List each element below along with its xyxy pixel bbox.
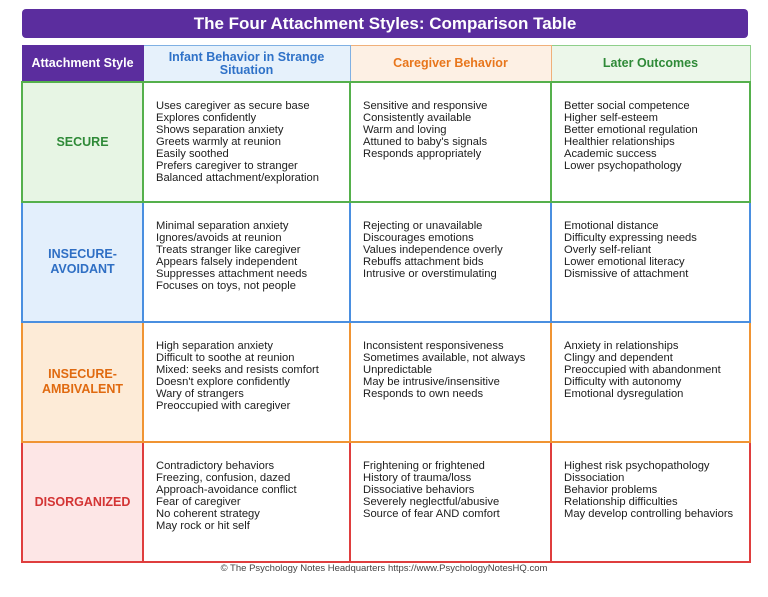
list-item: Minimal separation anxiety bbox=[156, 220, 289, 232]
list-item: Explores confidently bbox=[156, 112, 257, 124]
list-item: Preoccupied with abandonment bbox=[564, 364, 721, 376]
list-item: Academic success bbox=[564, 148, 657, 160]
list-item: Doesn't explore confidently bbox=[156, 376, 290, 388]
list-item: Difficult to soothe at reunion bbox=[156, 352, 295, 364]
list-item: Freezing, confusion, dazed bbox=[156, 472, 291, 484]
outcomes-cell bbox=[551, 202, 750, 322]
list-item: Difficulty expressing needs bbox=[564, 232, 697, 244]
list-item: Values independence overly bbox=[363, 244, 503, 256]
table-row bbox=[22, 202, 750, 322]
caregiver-cell bbox=[350, 202, 551, 322]
caregiver-list bbox=[351, 203, 550, 280]
list-item: Shows separation anxiety bbox=[156, 124, 284, 136]
outcomes-list bbox=[552, 203, 749, 280]
outcomes-cell bbox=[551, 322, 750, 442]
list-item: Sensitive and responsive bbox=[363, 100, 488, 112]
list-item: Balanced attachment/exploration bbox=[156, 172, 319, 184]
table-row bbox=[22, 322, 750, 442]
header-caregiver-behavior: Caregiver Behavior bbox=[350, 46, 551, 83]
list-item: Warm and loving bbox=[363, 124, 447, 136]
list-item: Treats stranger like caregiver bbox=[156, 244, 301, 256]
list-item: Dissociation bbox=[564, 472, 625, 484]
list-item: Source of fear AND comfort bbox=[363, 508, 500, 520]
attachment-style-label: SECURE bbox=[22, 82, 143, 202]
list-item: Rebuffs attachment bids bbox=[363, 256, 484, 268]
list-item: Inconsistent responsiveness bbox=[363, 340, 504, 352]
list-item: Dissociative behaviors bbox=[363, 484, 475, 496]
list-item: Mixed: seeks and resists comfort bbox=[156, 364, 319, 376]
list-item: Lower psychopathology bbox=[564, 160, 682, 172]
caregiver-list bbox=[351, 443, 550, 520]
list-item: May develop controlling behaviors bbox=[564, 508, 734, 520]
copyright-footer: © The Psychology Notes Headquarters https://www.PsychologyNotesHQ.com bbox=[220, 563, 548, 574]
list-item: Ignores/avoids at reunion bbox=[156, 232, 282, 244]
comparison-table bbox=[21, 45, 751, 563]
list-item: Sometimes available, not always bbox=[363, 352, 526, 364]
list-item: Consistently available bbox=[363, 112, 472, 124]
list-item: Difficulty with autonomy bbox=[564, 376, 682, 388]
attachment-style-label: INSECURE-AMBIVALENT bbox=[22, 322, 143, 442]
outcomes-list bbox=[552, 83, 749, 172]
caregiver-list bbox=[351, 83, 550, 160]
list-item: Suppresses attachment needs bbox=[156, 268, 308, 280]
caregiver-cell bbox=[350, 322, 551, 442]
list-item: Preoccupied with caregiver bbox=[156, 400, 291, 412]
list-item: Highest risk psychopathology bbox=[564, 460, 710, 472]
list-item: Overly self-reliant bbox=[564, 244, 652, 256]
caregiver-cell bbox=[350, 82, 551, 202]
header-attachment-style: Attachment Style bbox=[22, 46, 143, 83]
infant-cell bbox=[143, 202, 350, 322]
list-item: Fear of caregiver bbox=[156, 496, 241, 508]
header-later-outcomes: Later Outcomes bbox=[551, 46, 750, 83]
list-item: Higher self-esteem bbox=[564, 112, 658, 124]
list-item: Responds appropriately bbox=[363, 148, 482, 160]
outcomes-list bbox=[552, 443, 749, 520]
list-item: Greets warmly at reunion bbox=[156, 136, 281, 148]
list-item: Frightening or frightened bbox=[363, 460, 485, 472]
list-item: High separation anxiety bbox=[156, 340, 273, 352]
list-item: Focuses on toys, not people bbox=[156, 280, 296, 292]
attachment-style-label: DISORGANIZED bbox=[22, 442, 143, 562]
infant-cell bbox=[143, 442, 350, 562]
list-item: No coherent strategy bbox=[156, 508, 260, 520]
page-title: The Four Attachment Styles: Comparison Table bbox=[22, 9, 748, 38]
list-item: Prefers caregiver to stranger bbox=[156, 160, 298, 172]
list-item: Intrusive or overstimulating bbox=[363, 268, 497, 280]
table-row bbox=[22, 82, 750, 202]
list-item: Clingy and dependent bbox=[564, 352, 673, 364]
outcomes-cell bbox=[551, 82, 750, 202]
list-item: Emotional distance bbox=[564, 220, 659, 232]
list-item: Responds to own needs bbox=[363, 388, 484, 400]
list-item: Emotional dysregulation bbox=[564, 388, 684, 400]
list-item: Attuned to baby's signals bbox=[363, 136, 488, 148]
list-item: Unpredictable bbox=[363, 364, 433, 376]
list-item: Better emotional regulation bbox=[564, 124, 698, 136]
attachment-style-label: INSECURE-AVOIDANT bbox=[22, 202, 143, 322]
list-item: Behavior problems bbox=[564, 484, 658, 496]
list-item: Approach-avoidance conflict bbox=[156, 484, 297, 496]
list-item: Healthier relationships bbox=[564, 136, 675, 148]
header-row bbox=[22, 46, 750, 83]
list-item: Appears falsely independent bbox=[156, 256, 298, 268]
list-item: Dismissive of attachment bbox=[564, 268, 689, 280]
list-item: Contradictory behaviors bbox=[156, 460, 275, 472]
infant-list bbox=[144, 323, 349, 412]
outcomes-cell bbox=[551, 442, 750, 562]
list-item: Easily soothed bbox=[156, 148, 229, 160]
list-item: Relationship difficulties bbox=[564, 496, 678, 508]
list-item: Anxiety in relationships bbox=[564, 340, 679, 352]
table-row bbox=[22, 442, 750, 562]
infant-list bbox=[144, 443, 349, 532]
list-item: Wary of strangers bbox=[156, 388, 244, 400]
infant-list bbox=[144, 83, 349, 184]
caregiver-list bbox=[351, 323, 550, 400]
list-item: May rock or hit self bbox=[156, 520, 250, 532]
list-item: History of trauma/loss bbox=[363, 472, 472, 484]
infant-cell bbox=[143, 322, 350, 442]
infant-list bbox=[144, 203, 349, 292]
infant-cell bbox=[143, 82, 350, 202]
caregiver-cell bbox=[350, 442, 551, 562]
list-item: Discourages emotions bbox=[363, 232, 474, 244]
list-item: Rejecting or unavailable bbox=[363, 220, 483, 232]
list-item: Uses caregiver as secure base bbox=[156, 100, 310, 112]
outcomes-list bbox=[552, 323, 749, 400]
list-item: Lower emotional literacy bbox=[564, 256, 685, 268]
list-item: May be intrusive/insensitive bbox=[363, 376, 500, 388]
header-infant-behavior: Infant Behavior in Strange Situation bbox=[143, 46, 350, 83]
list-item: Severely neglectful/abusive bbox=[363, 496, 500, 508]
list-item: Better social competence bbox=[564, 100, 690, 112]
